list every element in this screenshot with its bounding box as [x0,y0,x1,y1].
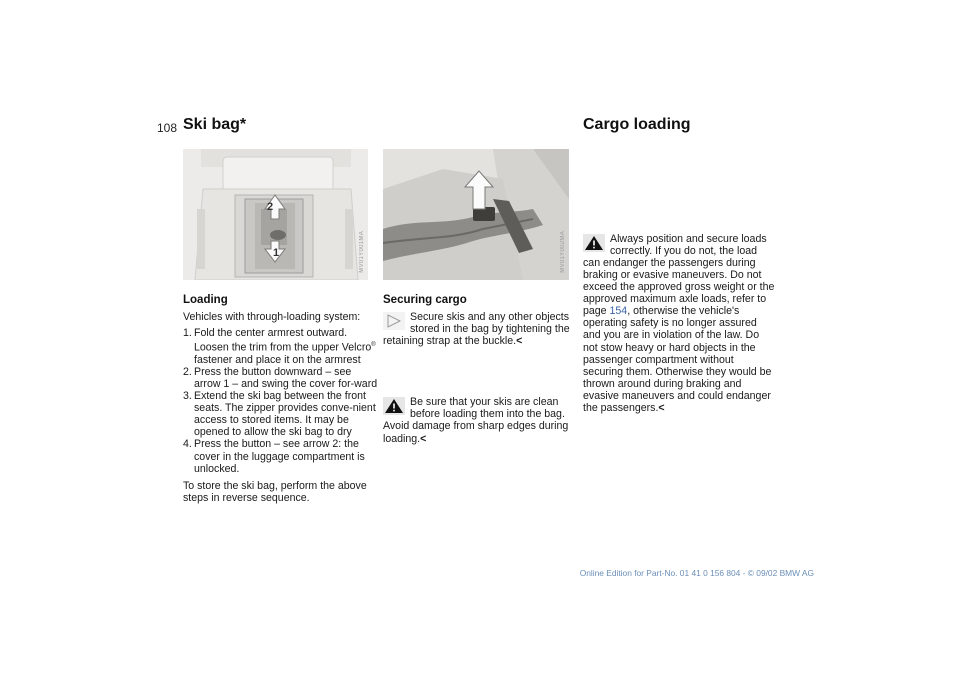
step-1 [183,327,378,366]
page-number: 108 [157,121,178,135]
image-code: MV01Y001MA [359,231,365,273]
clean-skis-warning-text: Be sure that your skis are clean before loading them into the bag. Avoid damage from sharp edges during loading. [383,396,569,445]
step-text-a: Fold the center armrest outward. Loosen the trim from the upper Velcro [194,327,372,354]
registered-mark: ® [371,342,376,349]
step-4 [183,438,378,474]
ski-bag-strap-illustration [383,149,569,280]
cargo-warning-text-b: , otherwise the vehicle's operating safety is no longer assured and you are in violation of the law. Do not stow heavy or hard objects in the passenger compartment without securing them. Otherwise they would be thrown around during braking and evasive maneuvers and could endanger the passengers. [583,305,772,414]
warning-icon [583,234,605,252]
step-text: Press the button downward – see arrow 1 – and swing the cover for-ward [194,365,378,390]
securing-cargo-heading: Securing cargo [383,294,467,306]
loading-intro: Vehicles with through-loading system: [183,311,361,323]
warning-icon [383,397,405,415]
section-title-cargo-loading: Cargo loading [583,116,691,133]
loading-closing: To store the ski bag, perform the above steps in reverse sequence. [183,479,367,504]
ski-bag-photo [183,149,368,280]
loading-heading: Loading [183,294,228,306]
step-3 [183,390,378,438]
step-number: 1. [183,327,192,340]
image-code: MV01Y002MA [560,231,566,273]
end-mark: < [420,432,427,445]
loading-text [183,311,378,504]
arrow-2-label: 2 [267,201,274,213]
step-2 [183,366,378,390]
end-mark: < [658,401,665,414]
step-text: Extend the ski bag between the front seats. The zipper provides conve-nient access to stored items. It may be opened to allow the ski bag to dry [194,390,376,439]
armrest-illustration [183,149,368,280]
step-text: Press the button – see arrow 2: the cover in the luggage compartment is unlocked. [194,438,365,475]
securing-note-text: Secure skis and any other objects stored in the bag by tightening the retaining strap at the buckle. [383,311,570,348]
step-number: 3. [183,390,192,403]
end-mark: < [516,335,523,348]
clean-skis-warning [383,396,575,444]
step-number: 2. [183,365,192,378]
loading-steps [183,327,378,475]
securing-note [383,311,575,347]
securing-photo [383,149,569,280]
cargo-loading-warning [583,233,775,414]
page-154-link[interactable]: 154 [609,305,628,318]
footer-edition-text: Online Edition for Part-No. 01 41 0 156 804 - © 09/02 BMW AG [579,568,814,578]
cargo-warning-text-a: Always position and secure loads correctly. If you do not, the load can endanger the passengers during braking or evasive maneuvers. Do not exceed the approved gross weight or the approved maximum axle loads, refer to page [583,232,775,318]
step-number: 4. [183,438,192,451]
step-text-b: fastener and place it on the armrest [194,353,361,366]
arrow-1-label: 1 [273,247,280,259]
section-title-ski-bag: Ski bag* [183,116,247,133]
step-text [194,327,378,366]
note-triangle-icon [383,312,405,330]
